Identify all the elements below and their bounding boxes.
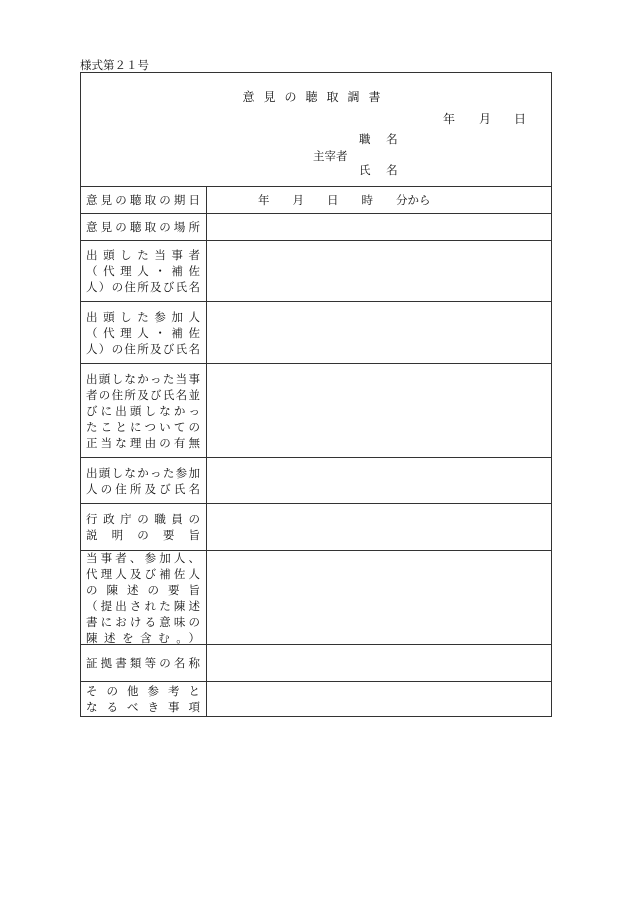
- label-line: なるべき事項: [86, 700, 200, 714]
- row-label: [81, 187, 207, 213]
- label-line: たことについての: [86, 419, 200, 434]
- hearing-date-field[interactable]: [207, 187, 551, 213]
- label-line: の陳述の要旨: [86, 582, 200, 597]
- absent-participant-field[interactable]: [207, 458, 551, 503]
- label-line: 者の住所及び氏名並: [86, 387, 200, 402]
- row-label: [81, 214, 207, 240]
- label-line: びに出頭しなかっ: [86, 403, 200, 418]
- label-line: 意見の聴取の期日: [86, 193, 200, 207]
- date-day-label: 日: [514, 112, 527, 126]
- label-line: （代理人・補佐: [86, 264, 200, 278]
- row-label: [81, 504, 207, 550]
- other-reference-field[interactable]: [207, 682, 551, 716]
- label-line: （代理人・補佐: [86, 325, 200, 340]
- label-line: 出頭しなかった当事: [86, 371, 200, 386]
- row-other-reference: [81, 682, 551, 716]
- label-line: （提出された陳述: [86, 598, 200, 613]
- label-line: 当事者、参加人、: [86, 550, 200, 565]
- row-evidence-names: [81, 645, 551, 682]
- evidence-names-field[interactable]: [207, 645, 551, 681]
- date-month-label: 月: [479, 112, 492, 126]
- label-line: 陳述を含む。）: [86, 630, 200, 645]
- hearing-record-form: [80, 72, 552, 717]
- label-line: 正当な理由の有無: [86, 435, 200, 450]
- row-absent-party: [81, 364, 551, 458]
- row-hearing-date: [81, 187, 551, 214]
- row-hearing-place: [81, 214, 551, 241]
- row-statements: [81, 551, 551, 645]
- label-line: その他参考と: [86, 684, 200, 698]
- label-line: 人の住所及び氏名: [86, 481, 200, 496]
- row-label: [81, 241, 207, 301]
- label-line: 証拠書類等の名称: [86, 656, 200, 670]
- form-header: [81, 73, 551, 187]
- date-time-text: 年 月 日 時 分から: [258, 193, 431, 207]
- form-number: 様式第２１号: [80, 58, 149, 72]
- label-line: 意見の聴取の場所: [86, 220, 200, 234]
- agency-explanation-field[interactable]: [207, 504, 551, 550]
- name-label: 氏 名: [359, 163, 404, 177]
- label-line: 出頭した参加人: [86, 309, 200, 324]
- row-attending-party: [81, 241, 551, 302]
- label-line: 出頭した当事者: [86, 248, 200, 262]
- label-line: 代理人及び補佐人: [86, 566, 200, 581]
- attending-party-field[interactable]: [207, 241, 551, 301]
- label-line: 説 明 の 要 旨: [86, 528, 200, 542]
- job-title-label: 職 名: [359, 132, 404, 146]
- row-label: [81, 458, 207, 503]
- host-label: 主宰者: [313, 149, 348, 163]
- label-line: 書における意味の: [86, 614, 200, 629]
- label-line: 人）の住所及び氏名: [86, 280, 200, 294]
- date-time-placeholder: [258, 187, 431, 213]
- label-line: 出頭しなかった参加: [86, 465, 200, 480]
- row-absent-participant: [81, 458, 551, 504]
- row-label: [81, 682, 207, 716]
- date-year-label: 年: [443, 112, 456, 126]
- statements-field[interactable]: [207, 551, 551, 644]
- form-title: 意見の聴取調書: [242, 90, 390, 104]
- attending-participant-field[interactable]: [207, 302, 551, 363]
- absent-party-field[interactable]: [207, 364, 551, 457]
- label-line: 行政庁の職員の: [86, 512, 200, 526]
- row-label: [81, 645, 207, 681]
- row-attending-participant: [81, 302, 551, 364]
- row-label: [81, 364, 207, 457]
- row-label: [81, 551, 207, 644]
- label-line: 人）の住所及び氏名: [86, 341, 200, 356]
- hearing-place-field[interactable]: [207, 214, 551, 240]
- row-label: [81, 302, 207, 363]
- row-agency-explanation: [81, 504, 551, 551]
